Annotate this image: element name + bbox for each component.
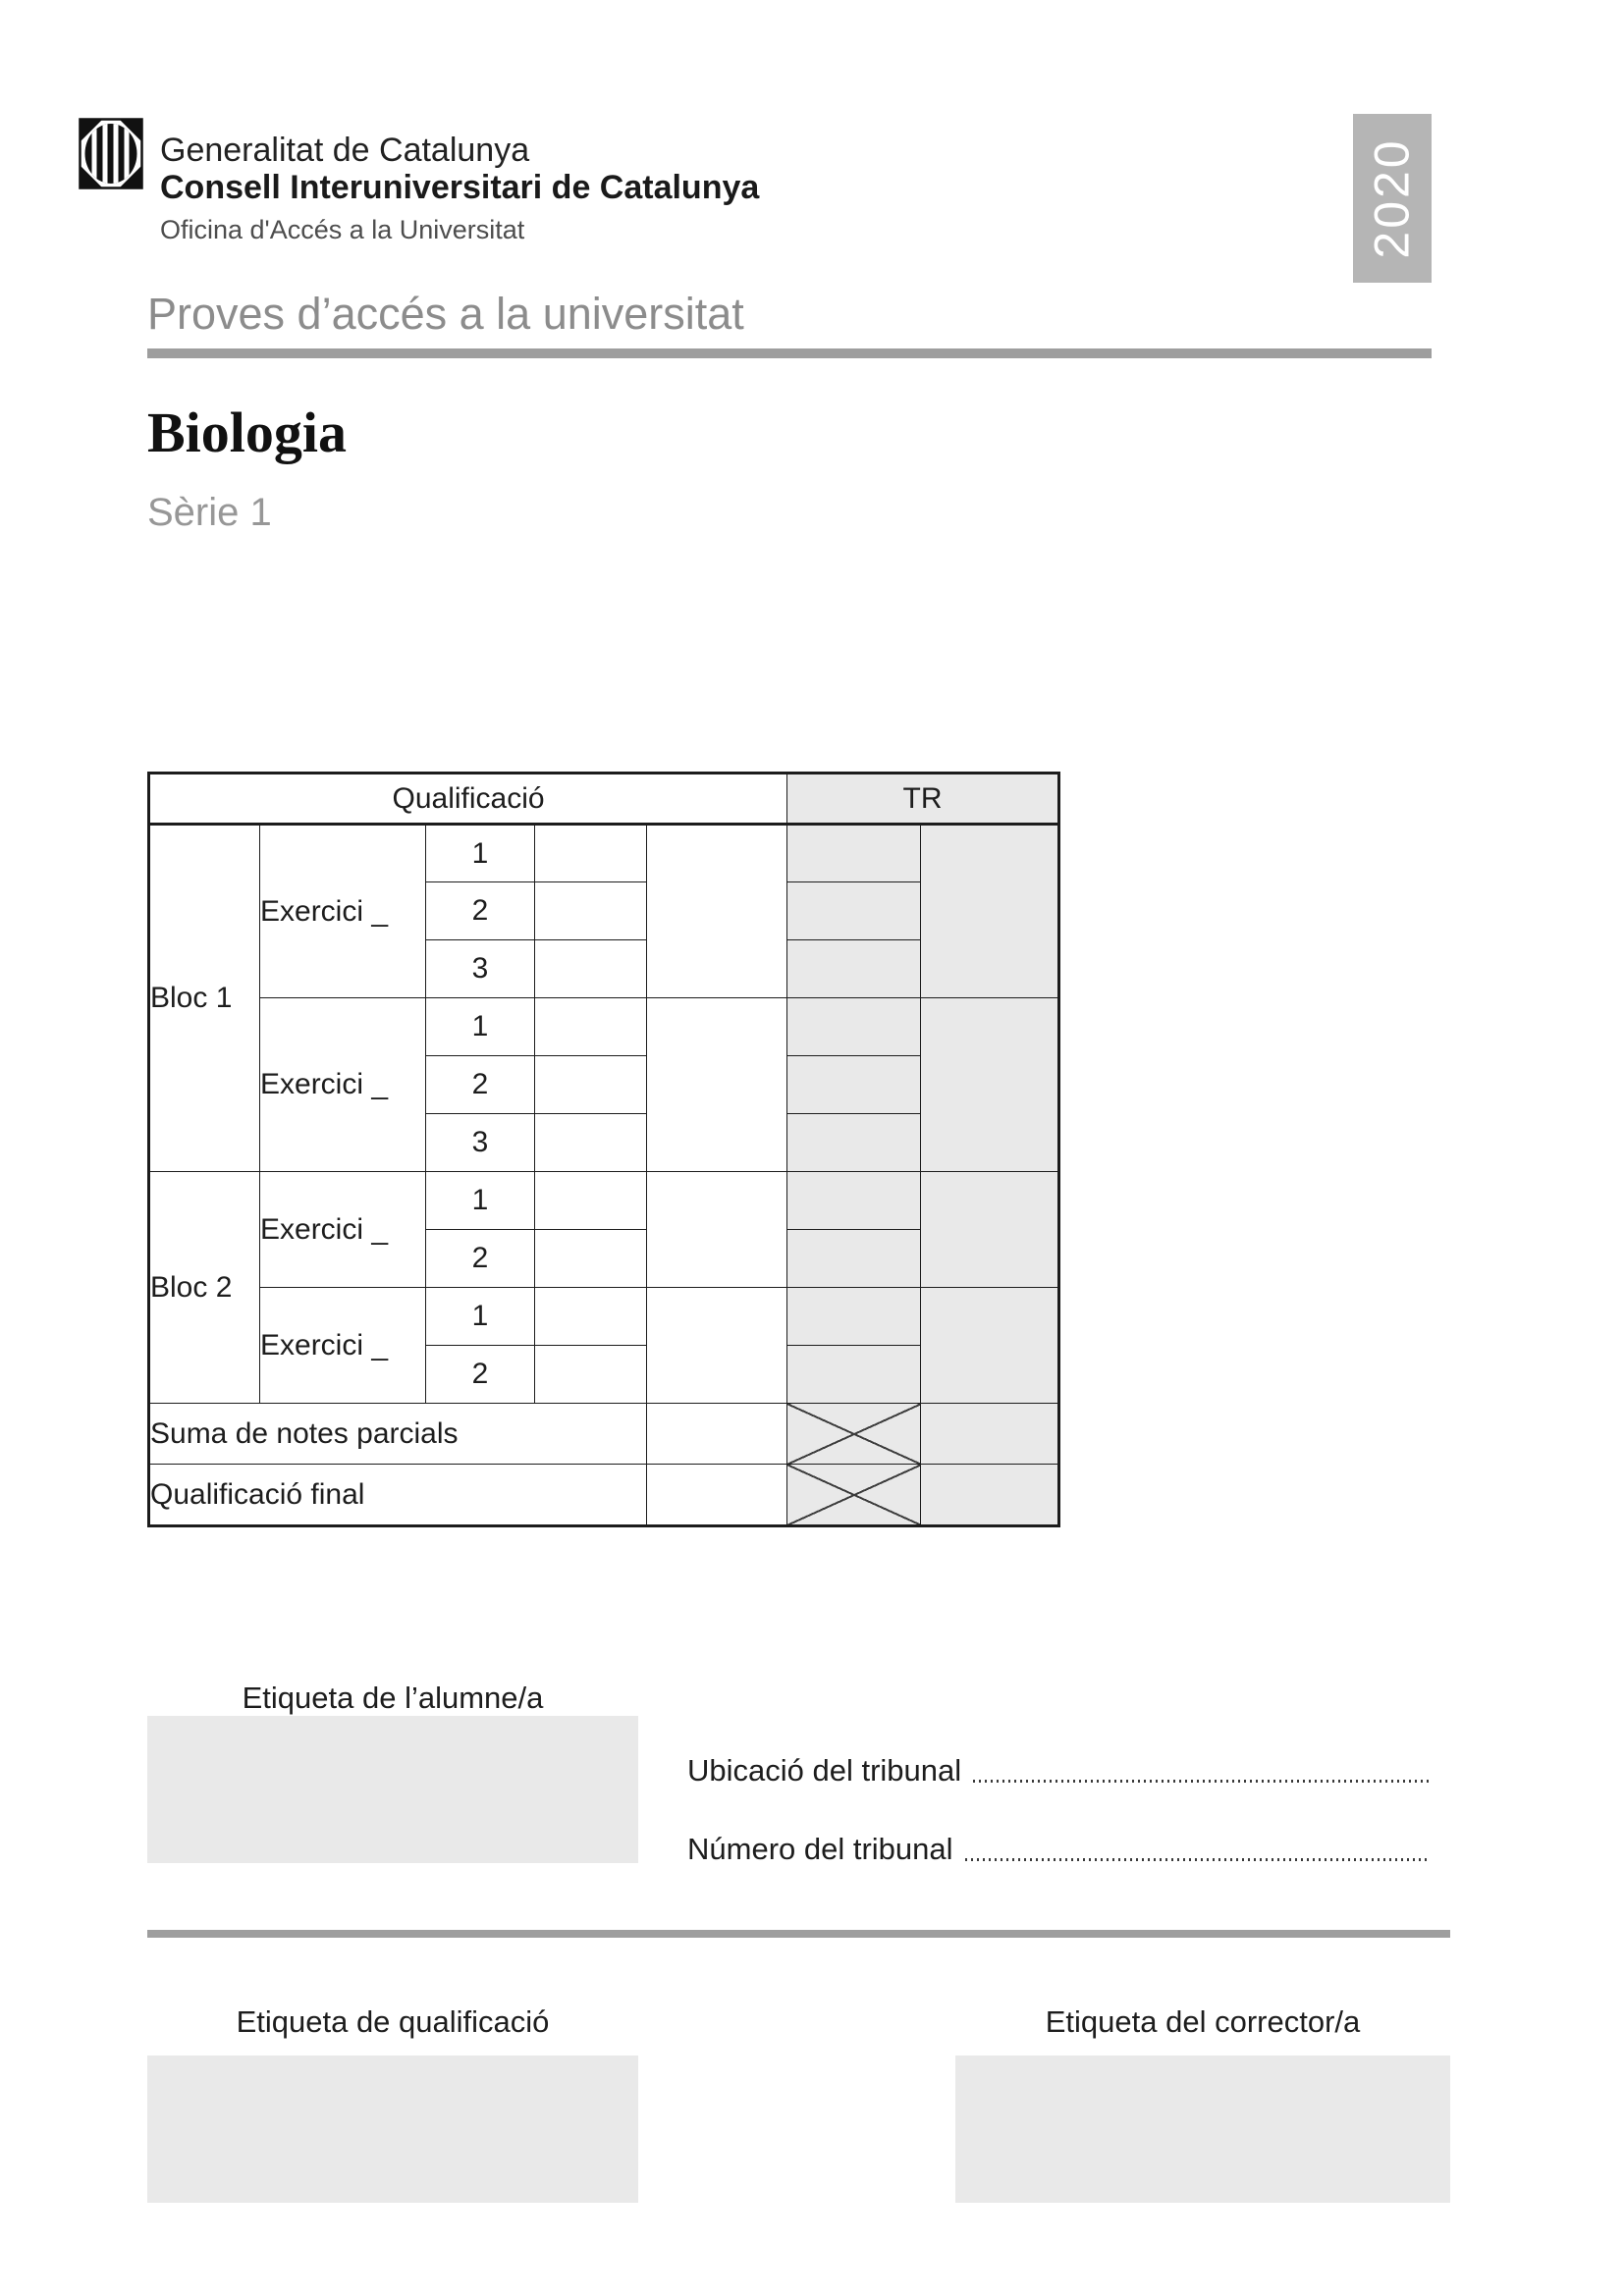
score-cell[interactable] (535, 998, 647, 1056)
exercise-score-cell[interactable] (647, 998, 787, 1172)
qualificacio-header-cell: Qualificació (149, 774, 787, 825)
tribunal-location-field[interactable] (973, 1780, 1431, 1783)
qualification-sticker-box (147, 2056, 638, 2203)
bloc1-cell: Bloc 1 (149, 825, 260, 1172)
score-cell[interactable] (535, 1288, 647, 1346)
final-label-cell: Qualificació final (149, 1465, 647, 1526)
exercici-cell: Exercici _ (260, 825, 426, 998)
sub-number-cell: 2 (426, 1056, 535, 1114)
sub-number-cell: 2 (426, 1346, 535, 1404)
year-text: 2020 (1365, 137, 1421, 259)
score-cell[interactable] (535, 1114, 647, 1172)
section-divider (147, 1930, 1450, 1938)
tr-exercise-cell[interactable] (921, 998, 1059, 1172)
council-name: Consell Interuniversitari de Catalunya (160, 169, 760, 206)
sub-number-cell: 3 (426, 940, 535, 998)
tribunal-location-row (687, 1753, 1431, 1789)
institution-header (160, 132, 759, 244)
student-sticker-box (147, 1716, 638, 1863)
exercise-score-cell[interactable] (647, 1288, 787, 1404)
serie-subtitle: Sèrie 1 (147, 491, 272, 534)
exercise-score-cell[interactable] (647, 1172, 787, 1288)
sub-number-cell: 2 (426, 1230, 535, 1288)
sub-number-cell: 2 (426, 882, 535, 940)
generalitat-senyera-logo (79, 118, 143, 189)
subject-title: Biologia (147, 400, 348, 464)
crossed-cell (787, 1465, 921, 1526)
tr-header-cell: TR (787, 774, 1059, 825)
corrector-sticker-box (955, 2056, 1450, 2203)
sub-number-cell: 1 (426, 825, 535, 882)
tr-suma-cell[interactable] (921, 1404, 1059, 1465)
exercici-cell: Exercici _ (260, 1288, 426, 1404)
score-cell[interactable] (535, 940, 647, 998)
title-rule (147, 348, 1432, 358)
score-cell[interactable] (535, 1056, 647, 1114)
score-cell[interactable] (535, 1172, 647, 1230)
tr-score-cell[interactable] (787, 1346, 921, 1404)
corrector-sticker-label: Etiqueta del corrector/a (1045, 2004, 1361, 2039)
exercici-cell: Exercici _ (260, 1172, 426, 1288)
final-score-cell[interactable] (647, 1465, 787, 1526)
tribunal-number-row (687, 1832, 1431, 1867)
tr-score-cell[interactable] (787, 1056, 921, 1114)
score-cell[interactable] (535, 882, 647, 940)
suma-score-cell[interactable] (647, 1404, 787, 1465)
score-cell[interactable] (535, 825, 647, 882)
exercici-cell: Exercici _ (260, 998, 426, 1172)
exam-series-title: Proves d’accés a la universitat (147, 289, 744, 339)
tr-score-cell[interactable] (787, 882, 921, 940)
student-sticker-label: Etiqueta de l’alumne/a (242, 1681, 544, 1715)
qualification-table (147, 772, 1060, 1527)
sub-number-cell: 1 (426, 1172, 535, 1230)
tr-score-cell[interactable] (787, 1172, 921, 1230)
tr-score-cell[interactable] (787, 1114, 921, 1172)
sub-number-cell: 3 (426, 1114, 535, 1172)
tr-score-cell[interactable] (787, 998, 921, 1056)
tr-score-cell[interactable] (787, 940, 921, 998)
tr-score-cell[interactable] (787, 1230, 921, 1288)
tr-score-cell[interactable] (787, 825, 921, 882)
tr-final-cell[interactable] (921, 1465, 1059, 1526)
tribunal-number-label: Número del tribunal (687, 1832, 953, 1866)
tr-exercise-cell[interactable] (921, 1172, 1059, 1288)
office-name: Oficina d'Accés a la Universitat (160, 215, 525, 244)
institution-name: Generalitat de Catalunya (160, 132, 530, 169)
year-badge (1353, 114, 1432, 283)
tr-exercise-cell[interactable] (921, 1288, 1059, 1404)
tr-score-cell[interactable] (787, 1288, 921, 1346)
score-cell[interactable] (535, 1346, 647, 1404)
bloc2-cell: Bloc 2 (149, 1172, 260, 1404)
crossed-cell (787, 1404, 921, 1465)
exercise-score-cell[interactable] (647, 825, 787, 998)
sub-number-cell: 1 (426, 1288, 535, 1346)
tribunal-number-field[interactable] (965, 1858, 1431, 1861)
tr-exercise-cell[interactable] (921, 825, 1059, 998)
sub-number-cell: 1 (426, 998, 535, 1056)
suma-label-cell: Suma de notes parcials (149, 1404, 647, 1465)
tribunal-location-label: Ubicació del tribunal (687, 1753, 962, 1788)
score-cell[interactable] (535, 1230, 647, 1288)
qualification-sticker-label: Etiqueta de qualificació (236, 2004, 550, 2039)
